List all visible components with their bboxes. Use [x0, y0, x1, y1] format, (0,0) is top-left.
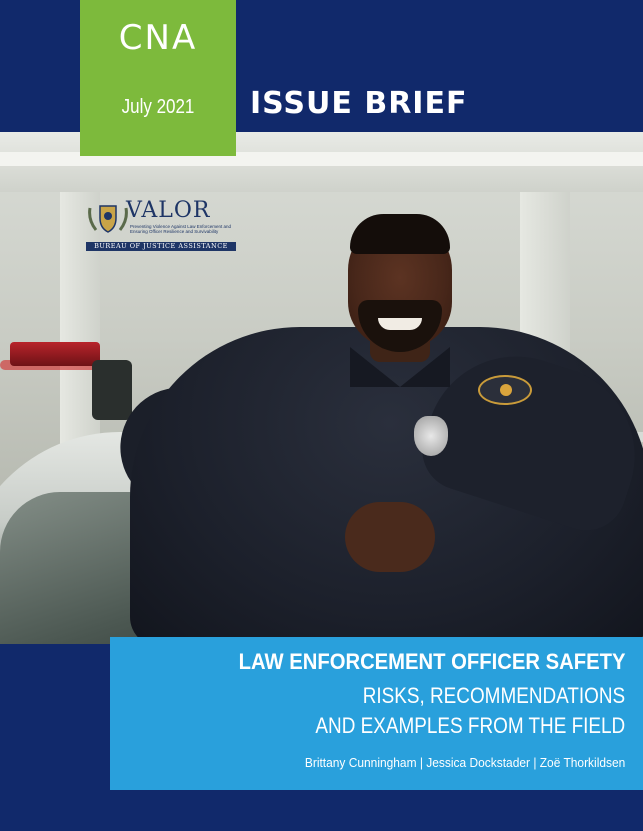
- valor-tagline: Preventing Violence Against Law Enforcement and Ensuring Officer Resilience and Survivability: [130, 224, 231, 234]
- subtitle-line-2: AND EXAMPLES FROM THE FIELD: [315, 713, 625, 738]
- officer-smile: [378, 318, 422, 330]
- main-title: LAW ENFORCEMENT OFFICER SAFETY: [238, 649, 625, 674]
- officer-hands: [345, 502, 435, 572]
- document-type: ISSUE BRIEF: [250, 86, 468, 121]
- publication-date: July 2021: [121, 96, 195, 118]
- subtitle-line-1: RISKS, RECOMMENDATIONS: [362, 683, 625, 708]
- valor-logo: [86, 200, 236, 250]
- cna-brand-box: [80, 0, 236, 156]
- title-box: [110, 637, 643, 790]
- officer-hair: [350, 214, 450, 254]
- authors: Brittany Cunningham | Jessica Dockstader | Zoë Thorkildsen: [304, 755, 625, 770]
- police-lightbar: [10, 342, 100, 366]
- mirror-mount: [92, 360, 132, 420]
- valor-seal-icon: [86, 200, 130, 234]
- cna-logo: CNA: [118, 18, 198, 58]
- patch-emblem-icon: [500, 384, 512, 396]
- valor-wordmark: VALOR: [126, 198, 211, 223]
- valor-agency: BUREAU OF JUSTICE ASSISTANCE: [86, 242, 236, 251]
- police-badge-icon: [414, 416, 448, 456]
